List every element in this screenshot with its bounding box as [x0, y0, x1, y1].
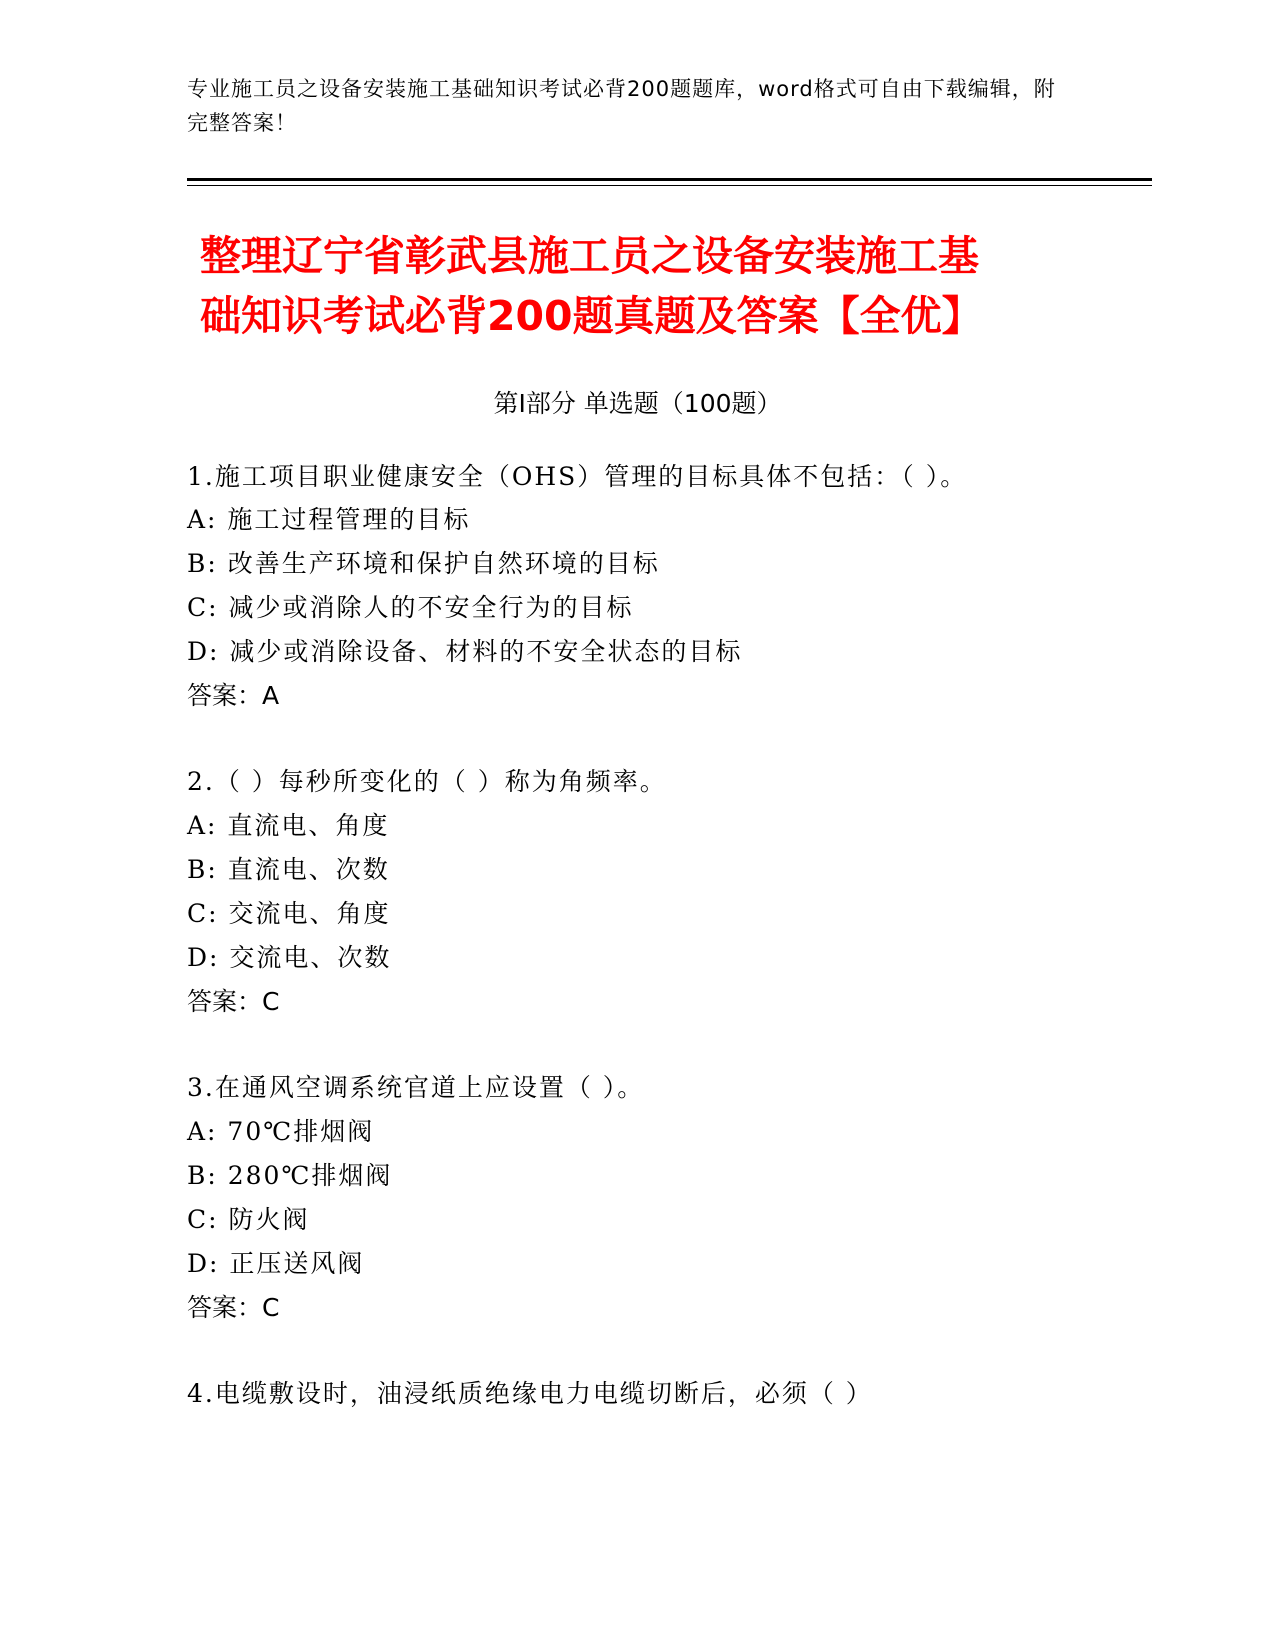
- header-divider-thin: [187, 185, 1152, 186]
- header-divider-thick: [187, 178, 1152, 181]
- document-title: [200, 226, 1100, 346]
- question-3-answer: 答案：C: [187, 1293, 280, 1322]
- question-2-option-a: A: 直流电、角度: [187, 811, 390, 840]
- section-title: 第Ⅰ部分 单选题（100题）: [493, 389, 782, 418]
- question-1-stem: 1.施工项目职业健康安全（OHS）管理的目标具体不包括：（ ）。: [187, 462, 968, 491]
- question-2-stem: 2.（ ）每秒所变化的（ ）称为角频率。: [187, 767, 667, 796]
- question-2-option-b: B: 直流电、次数: [187, 855, 390, 884]
- title-line-1: 整理辽宁省彰武县施工员之设备安装施工基: [200, 232, 979, 280]
- question-2-answer: 答案：C: [187, 987, 280, 1016]
- question-4-stem: 4.电缆敷设时，油浸纸质绝缘电力电缆切断后，必须（ ）: [187, 1379, 873, 1408]
- question-3-stem: 3.在通风空调系统官道上应设置（ ）。: [187, 1073, 645, 1102]
- question-3-option-c: C: 防火阀: [187, 1205, 310, 1234]
- question-3-option-d: D: 正压送风阀: [187, 1249, 365, 1278]
- question-2-option-d: D: 交流电、次数: [187, 943, 392, 972]
- question-3-option-a: A: 70℃排烟阀: [187, 1117, 375, 1146]
- question-2-option-c: C: 交流电、角度: [187, 899, 391, 928]
- header-note: 专业施工员之设备安装施工基础知识考试必背200题题库，word格式可自由下载编辑，附完整答案！: [187, 77, 1056, 135]
- question-1-option-c: C: 减少或消除人的不安全行为的目标: [187, 593, 634, 622]
- question-1-option-a: A: 施工过程管理的目标: [187, 505, 471, 534]
- title-line-2: 础知识考试必背200题真题及答案【全优】: [200, 292, 983, 340]
- question-1-option-d: D: 减少或消除设备、材料的不安全状态的目标: [187, 637, 743, 666]
- question-3-option-b: B: 280℃排烟阀: [187, 1161, 393, 1190]
- question-1-option-b: B: 改善生产环境和保护自然环境的目标: [187, 549, 660, 578]
- question-1-answer: 答案：A: [187, 681, 280, 710]
